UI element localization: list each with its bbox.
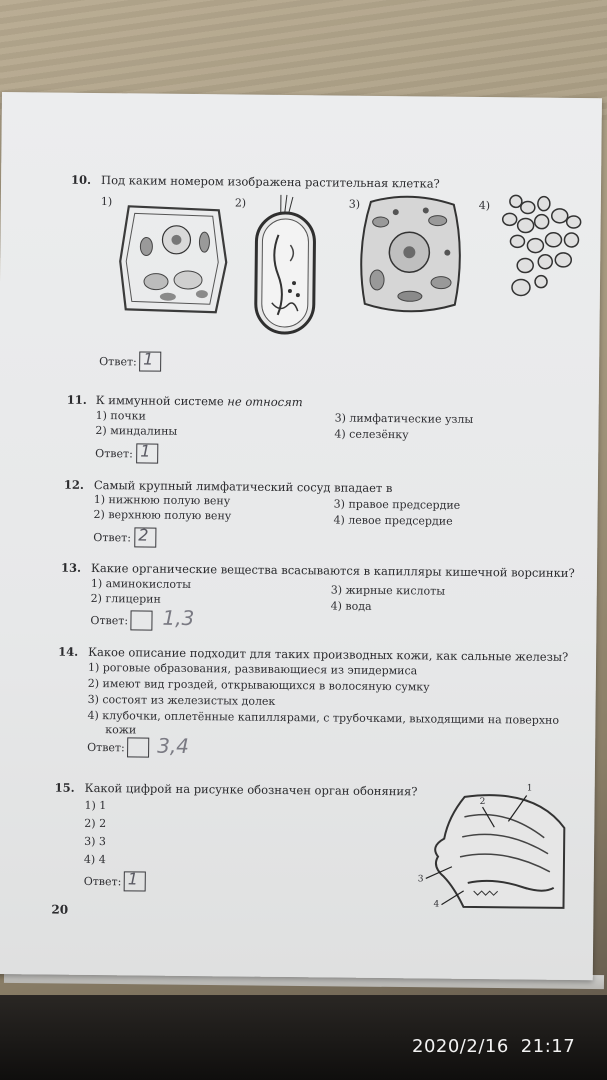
question-15-answer-label: Ответ:	[83, 874, 122, 889]
question-14-text: Какое описание подходит для таких производных кожи, как сальные железы?	[88, 644, 569, 664]
question-14-answer-label: Ответ:	[87, 740, 125, 755]
question-12-option-4: 4) левое предсердие	[333, 513, 453, 528]
question-10-answer-label: Ответ:	[99, 355, 137, 369]
nasal-figure-label-3: 3	[417, 874, 424, 885]
figure-label-4: 4)	[478, 198, 491, 213]
timestamp-date: 2020/2/16	[412, 1036, 509, 1057]
question-12-answer-value: 2	[138, 525, 149, 545]
timestamp-time: 21:17	[520, 1036, 576, 1057]
bacterium-illustration	[249, 195, 320, 336]
question-12-option-1: 1) нижнюю полую вену	[93, 492, 231, 508]
question-11-text	[96, 393, 303, 409]
question-11-option-4: 4) селезёнку	[334, 427, 409, 442]
question-15-option-2: 2) 2	[84, 816, 107, 831]
question-13-option-4: 4) вода	[330, 599, 372, 613]
plant-cell-illustration	[118, 201, 229, 317]
exam-page	[0, 92, 602, 980]
question-11-answer-value: 1	[140, 441, 151, 461]
question-12-answer-label: Ответ:	[93, 530, 132, 545]
question-11-option-2: 2) миндалины	[95, 423, 178, 438]
question-13-option-1: 1) аминокислоты	[90, 576, 191, 592]
photo-timestamp	[412, 1036, 587, 1057]
question-11-answer-label: Ответ:	[95, 446, 133, 461]
yeast-cells-illustration	[495, 193, 596, 304]
question-12-option-2: 2) верхнюю полую вену	[93, 507, 232, 523]
question-11-text-emphasis: не относят	[227, 394, 303, 410]
question-14-option-3: 3) состоят из железистых долек	[87, 692, 276, 708]
question-13-number: 13.	[60, 560, 82, 575]
question-11-option-3: 3) лимфатические узлы	[334, 411, 474, 426]
question-13-text: Какие органические вещества всасываются в капилляры кишечной ворсинки?	[90, 560, 575, 581]
question-14-answer-box[interactable]	[127, 737, 149, 757]
figure-label-2: 2)	[234, 196, 247, 210]
page-number: 20	[51, 902, 69, 917]
question-12-number: 12.	[63, 477, 84, 492]
question-11-option-1: 1) почки	[95, 408, 146, 423]
question-12-text: Самый крупный лимфатический сосуд впадает в	[93, 477, 393, 496]
nasal-figure-label-2: 2	[479, 797, 486, 808]
question-14-option-2: 2) имеют вид гроздей, открывающихся в волосяную сумку	[87, 676, 430, 694]
question-15-number: 15.	[54, 780, 75, 795]
figure-label-1: 1)	[100, 195, 113, 209]
animal-cell-illustration	[355, 192, 466, 318]
question-13-answer-label: Ответ:	[90, 613, 129, 628]
question-15-option-3: 3) 3	[84, 834, 107, 849]
question-13-option-2: 2) глицерин	[90, 591, 161, 606]
question-15-option-1: 1) 1	[84, 798, 107, 813]
question-12-option-3: 3) правое предсердие	[333, 497, 461, 512]
question-10-number: 10.	[71, 172, 92, 187]
question-10-answer-value: 1	[143, 349, 154, 369]
question-14-option-4-continuation: кожи	[105, 723, 137, 737]
figure-label-3: 3)	[348, 197, 361, 211]
question-13-option-3: 3) жирные кислоты	[330, 583, 446, 598]
question-13-answer-box[interactable]	[130, 610, 152, 630]
question-11-text-main: К иммунной системе	[95, 392, 228, 409]
nasal-figure-label-1: 1	[526, 783, 533, 794]
question-15-answer-value: 1	[127, 869, 139, 889]
question-13-handwritten-note: 1,3	[162, 605, 195, 631]
question-14-handwritten-note: 3,4	[157, 733, 190, 758]
question-11-number: 11.	[66, 392, 87, 407]
nasal-figure-label-4: 4	[433, 899, 440, 910]
question-15-option-4: 4) 4	[83, 852, 106, 867]
nasal-cavity-illustration	[423, 783, 574, 918]
question-14-option-1: 1) роговые образования, развивающиеся из эпидермиса	[87, 660, 418, 678]
question-14-number: 14.	[58, 644, 79, 659]
question-15-text: Какой цифрой на рисунке обозначен орган обоняния?	[84, 780, 418, 799]
question-10-text: Под каким номером изображена растительная клетка?	[101, 173, 440, 191]
question-14-option-4: 4) клубочки, оплетённые капиллярами, с трубочками, выходящими на поверхно	[87, 708, 560, 727]
